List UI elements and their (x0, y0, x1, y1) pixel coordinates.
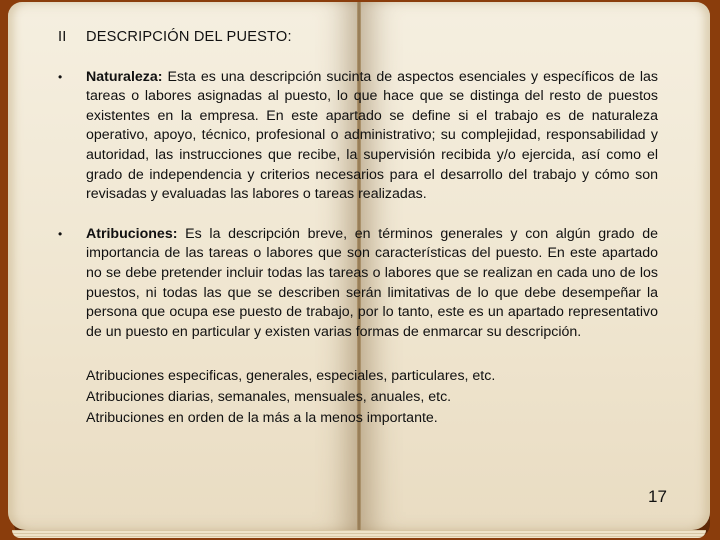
section-heading (58, 28, 658, 48)
bullet-icon: • (58, 226, 63, 241)
bullet-naturaleza (58, 68, 658, 205)
document-content (58, 28, 658, 429)
section-number: II (58, 29, 67, 45)
page-number: 17 (648, 487, 667, 506)
bullet-body: Esta es una descripción sucinta de aspectos esenciales y específicos de las tareas o labores asignadas al puesto, lo que hace que se distinga del resto de puestos existentes en la empresa. En este apartado se define si el trabajo es de naturaleza operativo, apoyo, técnico, profesional o administrativo; su complejidad, responsabilidad y autoridad, las instrucciones que recibe, la supervisión recibida y/o ejercida, así como el grado de independencia y criterios necesarios para el desarrollo del trabajo y cómo son revisadas y evaluadas las labores o tareas realizadas. (86, 68, 658, 203)
bullet-atribuciones (58, 225, 658, 343)
bullet-icon: • (58, 69, 63, 84)
list-item: Atribuciones diarias, semanales, mensuales, anuales, etc. (86, 389, 452, 406)
section-title: DESCRIPCIÓN DEL PUESTO: (86, 29, 292, 45)
list-item: Atribuciones en orden de la más a la menos importante. (86, 410, 438, 427)
bullet-body: Es la descripción breve, en términos generales y con algún grado de importancia de las tareas o labores que son características del puesto. En este apartado no se debe pretender incluir todas las tareas o labores que se realizan en cada uno de los puestos, ni todas las que se describen serán limitativas de lo que debe desempeñar la persona que ocupa ese puesto de trabajo, por lo tanto, este es un apartado representativo de un puesto en particular y existen varias formas de enmarcar su descripción. (86, 225, 658, 340)
bullet-term: Atribuciones: (86, 225, 178, 242)
page-edges (12, 530, 706, 538)
bullet-text (86, 225, 658, 343)
bullet-term: Naturaleza: (86, 68, 163, 85)
attributions-list (86, 366, 658, 429)
bullet-text (86, 68, 658, 205)
list-item: Atribuciones especificas, generales, especiales, particulares, etc. (86, 368, 496, 385)
